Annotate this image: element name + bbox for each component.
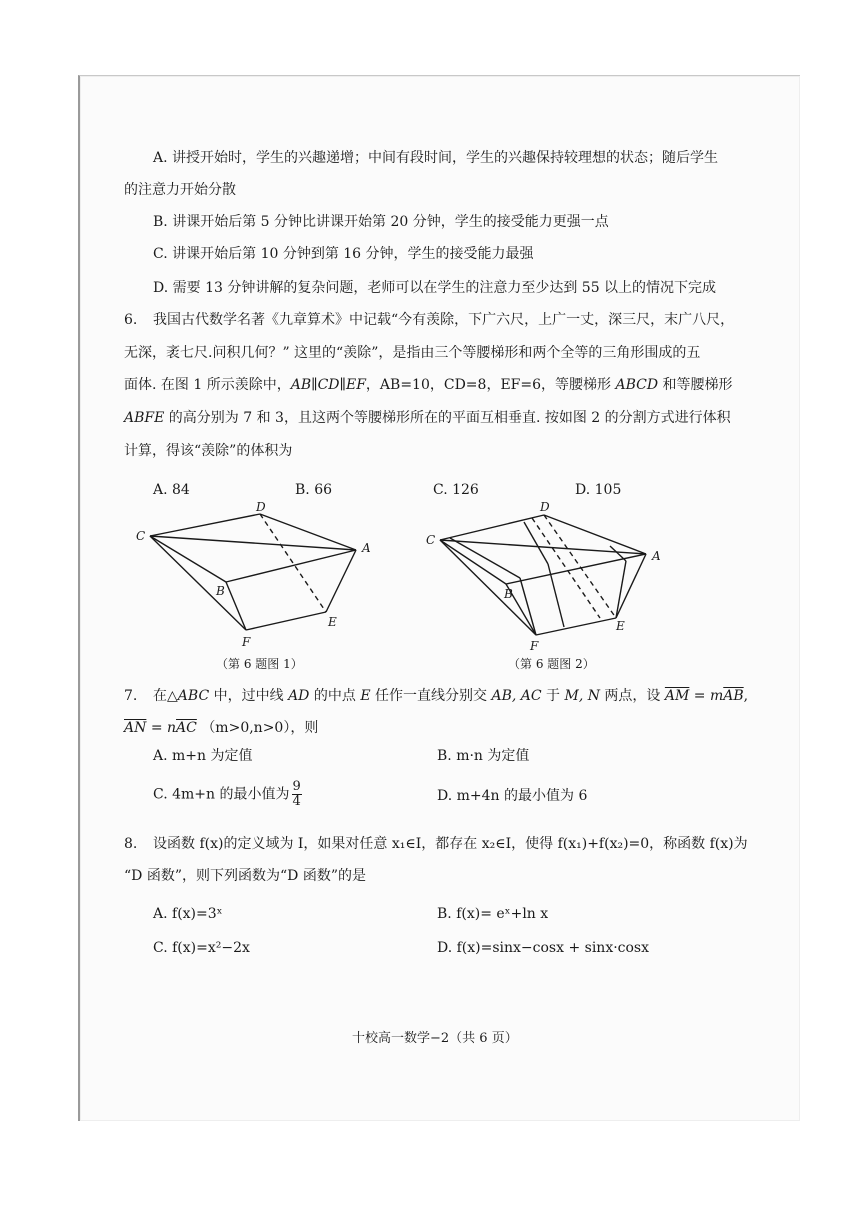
q5-option-a-line2: 的注意力开始分散 bbox=[124, 182, 236, 198]
fig2-edge-cf bbox=[440, 540, 536, 635]
q6-option-a: A. 84 bbox=[153, 482, 190, 498]
fig1-label-c: C bbox=[136, 529, 146, 543]
fig2-label-d: D bbox=[540, 500, 550, 514]
fig1-edge-cd bbox=[150, 514, 260, 536]
fig2-edge-ae bbox=[616, 554, 646, 618]
fig1-label-d: D bbox=[256, 500, 266, 514]
fig2-edge-cd bbox=[440, 515, 544, 540]
fig2-edge-cb bbox=[440, 540, 506, 584]
fig2-label-c: C bbox=[426, 533, 436, 547]
q7-option-b: B. m·n 为定值 bbox=[437, 748, 530, 764]
q7-number: 7. bbox=[124, 688, 138, 704]
q8-number: 8. bbox=[124, 836, 138, 852]
fig2-dashed-2 bbox=[544, 515, 616, 618]
q6-line2: 无深，袤七尺.问积几何？” 这里的“羡除”，是指由三个等腰梯形和两个全等的三角形围成的五 bbox=[124, 345, 701, 361]
q5-option-d: D. 需要 13 分钟讲解的复杂问题，老师可以在学生的注意力至少达到 55 以上的情况下完成 bbox=[153, 280, 717, 296]
fig1-edge-ba bbox=[226, 550, 356, 582]
fig1-edge-de-dashed bbox=[260, 514, 326, 612]
q6-line3: 面体. 在图 1 所示羡除中，AB∥CD∥EF，AB=10，CD=8，EF=6，等腰梯形 ABCD 和等腰梯形 bbox=[124, 377, 733, 393]
fig1-label-a: A bbox=[362, 541, 371, 555]
fig1-edge-ae bbox=[326, 550, 356, 612]
q8-option-c: C. f(x)=x²−2x bbox=[153, 940, 250, 956]
fig2-cut-1 bbox=[450, 538, 520, 578]
q6-number: 6. bbox=[124, 312, 138, 328]
q7-option-c: C. 4m+n 的最小值为 $\frac{9}{4}$ bbox=[153, 779, 301, 809]
q8-option-a: A. f(x)=3ˣ bbox=[153, 906, 223, 922]
fig2-edge-fe bbox=[536, 618, 616, 635]
fig1-edge-cf bbox=[150, 536, 246, 630]
q7-line1: 在△ABC 中，过中线 AD 的中点 E 任作一直线分别交 AB, AC 于 M, N 两点，设 $\overline{AM} = m\overline{AB}$, bbox=[153, 688, 749, 704]
q6-option-d: D. 105 bbox=[575, 482, 622, 498]
fig2-label-a: A bbox=[652, 549, 661, 563]
q8-line1: 设函数 f(x)的定义域为 I，如果对任意 x₁∈I，都存在 x₂∈I，使得 f(x₁)+f(x₂)=0，称函数 f(x)为 bbox=[153, 836, 748, 852]
fig2-label-b: B bbox=[504, 587, 513, 601]
q5-option-a-line1: A. 讲授开始时，学生的兴趣递增；中间有段时间，学生的兴趣保持较理想的状态；随后学生 bbox=[153, 150, 719, 166]
q6-line5: 计算，得该“羡除”的体积为 bbox=[124, 443, 293, 459]
q8-option-b: B. f(x)= eˣ+ln x bbox=[437, 906, 549, 922]
q6-figure-1-caption: （第 6 题图 1） bbox=[216, 657, 303, 671]
page-footer: 十校高一数学−2（共 6 页） bbox=[352, 1031, 518, 1046]
fig2-cut-6 bbox=[616, 561, 626, 618]
fig2-cut-5 bbox=[610, 546, 626, 561]
q6-line4: ABFE 的高分别为 7 和 3，且这两个等腰梯形所在的平面互相垂直. 按如图 2 的分割方式进行体积 bbox=[124, 410, 731, 426]
q6-figure-2 bbox=[420, 500, 670, 655]
fig2-label-e: E bbox=[616, 619, 625, 633]
q8-line2: “D 函数”，则下列函数为“D 函数”的是 bbox=[124, 868, 366, 884]
fig1-edge-cb bbox=[150, 536, 226, 582]
fig1-label-b: B bbox=[216, 584, 225, 598]
q7-option-d: D. m+4n 的最小值为 6 bbox=[437, 788, 588, 804]
q5-option-c: C. 讲课开始后第 10 分钟到第 16 分钟，学生的接受能力最强 bbox=[153, 246, 534, 262]
fig1-label-e: E bbox=[328, 615, 337, 629]
fig1-label-f: F bbox=[242, 635, 251, 649]
q5-option-b: B. 讲课开始后第 5 分钟比讲课开始第 20 分钟，学生的接受能力更强一点 bbox=[153, 214, 609, 230]
fig1-edge-bf bbox=[226, 582, 246, 630]
fig2-cut-3 bbox=[524, 522, 548, 564]
q6-line1: 我国古代数学名著《九章算术》中记载“今有羡除，下广六尺，上广一丈，深三尺，末广八尺， bbox=[153, 312, 735, 328]
q7-option-a: A. m+n 为定值 bbox=[153, 748, 253, 764]
fig1-edge-fe bbox=[246, 612, 326, 630]
q6-option-b: B. 66 bbox=[295, 482, 333, 498]
q6-figure-1 bbox=[130, 500, 380, 650]
q6-figure-2-caption: （第 6 题图 2） bbox=[508, 657, 595, 671]
q8-option-d: D. f(x)=sinx−cosx + sinx·cosx bbox=[437, 940, 650, 956]
q6-option-c: C. 126 bbox=[433, 482, 479, 498]
fig2-label-f: F bbox=[530, 639, 539, 653]
q7-line2: $\overline{AN} = n\overline{AC}$ （m>0,n>0），则 bbox=[124, 720, 319, 736]
